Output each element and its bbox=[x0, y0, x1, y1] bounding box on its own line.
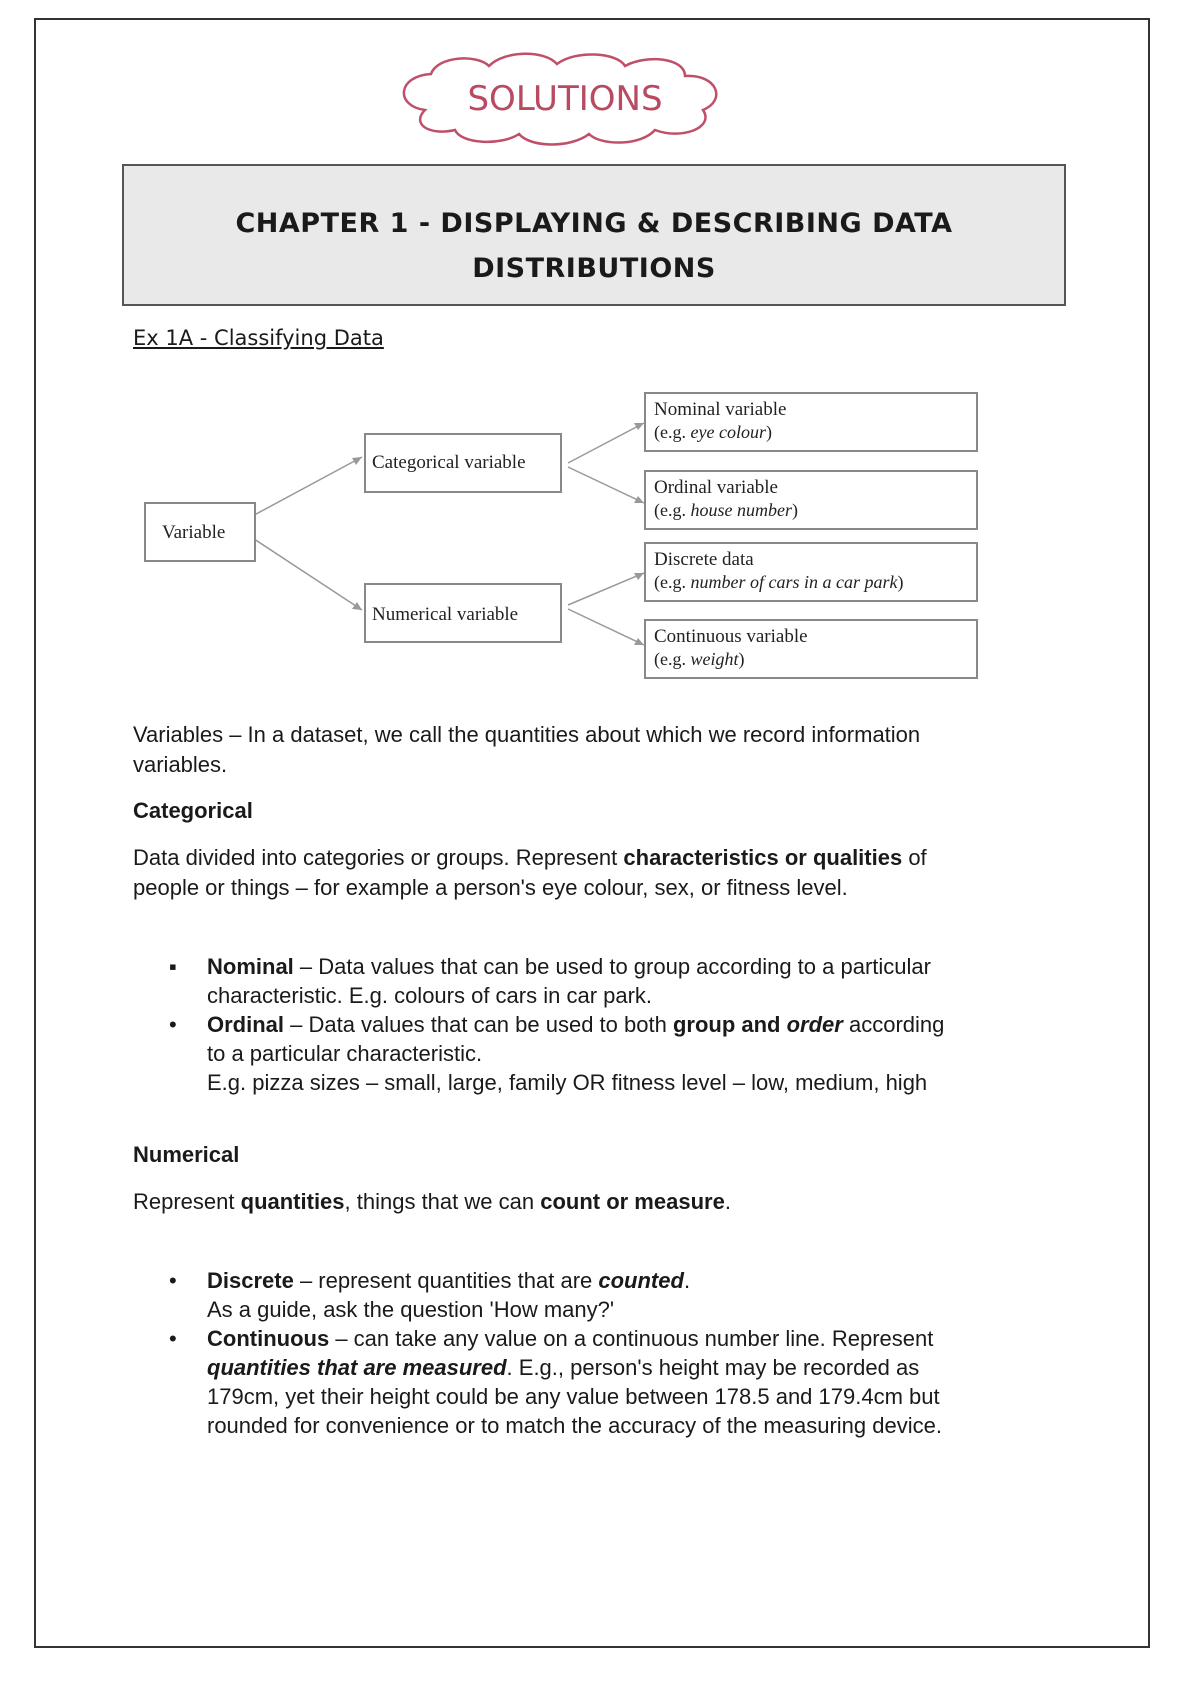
connector-root-numerical bbox=[245, 533, 362, 610]
bullet-discrete: • Discrete – represent quantities that are counted. As a guide, ask the question 'How many?' bbox=[169, 1268, 691, 1322]
node-categorical-label: Categorical variable bbox=[372, 452, 526, 473]
connector-numerical-discrete bbox=[568, 573, 644, 605]
variable-classification-diagram bbox=[130, 385, 1000, 685]
bullet-nominal: ▪ Nominal – Data values that can be used to group according to a particular characteristic. E.g. colours of cars in car park. bbox=[169, 954, 931, 1008]
intro-line1: Variables – In a dataset, we call the quantities about which we record information bbox=[133, 722, 921, 747]
node-variable bbox=[144, 502, 256, 562]
node-numerical-label: Numerical variable bbox=[372, 604, 519, 625]
node-continuous bbox=[644, 619, 978, 679]
connector-root-categorical bbox=[245, 457, 362, 520]
node-ordinal-label: Ordinal variable bbox=[654, 477, 778, 498]
node-continuous-example: (e.g. weight) bbox=[654, 649, 745, 669]
categorical-bullets bbox=[133, 952, 1033, 1097]
node-variable-label: Variable bbox=[162, 522, 226, 543]
numerical-description: Represent quantities, things that we can count or measure. bbox=[133, 1189, 731, 1214]
bullet-dot-icon: • bbox=[169, 1326, 177, 1351]
node-categorical bbox=[364, 433, 562, 493]
stamp-text: SOLUTIONS bbox=[467, 79, 663, 119]
connector-categorical-nominal bbox=[568, 423, 644, 463]
bullet-dot-icon: • bbox=[169, 1268, 177, 1293]
node-ordinal-example: (e.g. house number) bbox=[654, 500, 798, 520]
cloud-stamp-icon bbox=[385, 48, 745, 150]
intro-line2: variables. bbox=[133, 752, 228, 777]
node-continuous-label: Continuous variable bbox=[654, 626, 808, 647]
chapter-title-box bbox=[122, 164, 1066, 306]
intro-paragraph bbox=[133, 720, 1033, 780]
categorical-heading: Categorical bbox=[133, 798, 253, 823]
numerical-bullets bbox=[133, 1266, 1033, 1440]
node-discrete-label: Discrete data bbox=[654, 549, 754, 570]
bullet-square-icon: ▪ bbox=[169, 954, 177, 979]
chapter-title-line2: DISTRIBUTIONS bbox=[472, 253, 716, 284]
categorical-description: Data divided into categories or groups. Represent characteristics or qualities of people or things – for example a person's eye colour, sex, or fitness level. bbox=[133, 845, 927, 900]
connector-numerical-continuous bbox=[568, 609, 644, 645]
chapter-title-line1: CHAPTER 1 - DISPLAYING & DESCRIBING DATA bbox=[235, 208, 953, 239]
node-nominal-example: (e.g. eye colour) bbox=[654, 422, 772, 442]
node-nominal-label: Nominal variable bbox=[654, 399, 787, 420]
node-discrete bbox=[644, 542, 978, 602]
node-numerical bbox=[364, 583, 562, 643]
node-discrete-example: (e.g. number of cars in a car park) bbox=[654, 572, 904, 592]
connector-categorical-ordinal bbox=[568, 467, 644, 503]
exercise-heading: Ex 1A - Classifying Data bbox=[133, 326, 384, 350]
bullet-ordinal: • Ordinal – Data values that can be used to both group and order according to a particular characteristic. E.g. pizza sizes – small, large, family OR fitness level – low, medium, high bbox=[169, 1012, 945, 1095]
node-nominal bbox=[644, 392, 978, 452]
solutions-stamp bbox=[385, 48, 745, 150]
bullet-dot-icon: • bbox=[169, 1012, 177, 1037]
bullet-continuous: • Continuous – can take any value on a continuous number line. Represent quantities that are measured. E.g., person's height may be recorded as 179cm, yet their height could be any value between 178.5 and 179.4cm but rounded for convenience or to match the accuracy of the measuring device. bbox=[169, 1326, 942, 1438]
numerical-heading: Numerical bbox=[133, 1142, 240, 1167]
node-ordinal bbox=[644, 470, 978, 530]
chapter-title bbox=[235, 179, 952, 291]
